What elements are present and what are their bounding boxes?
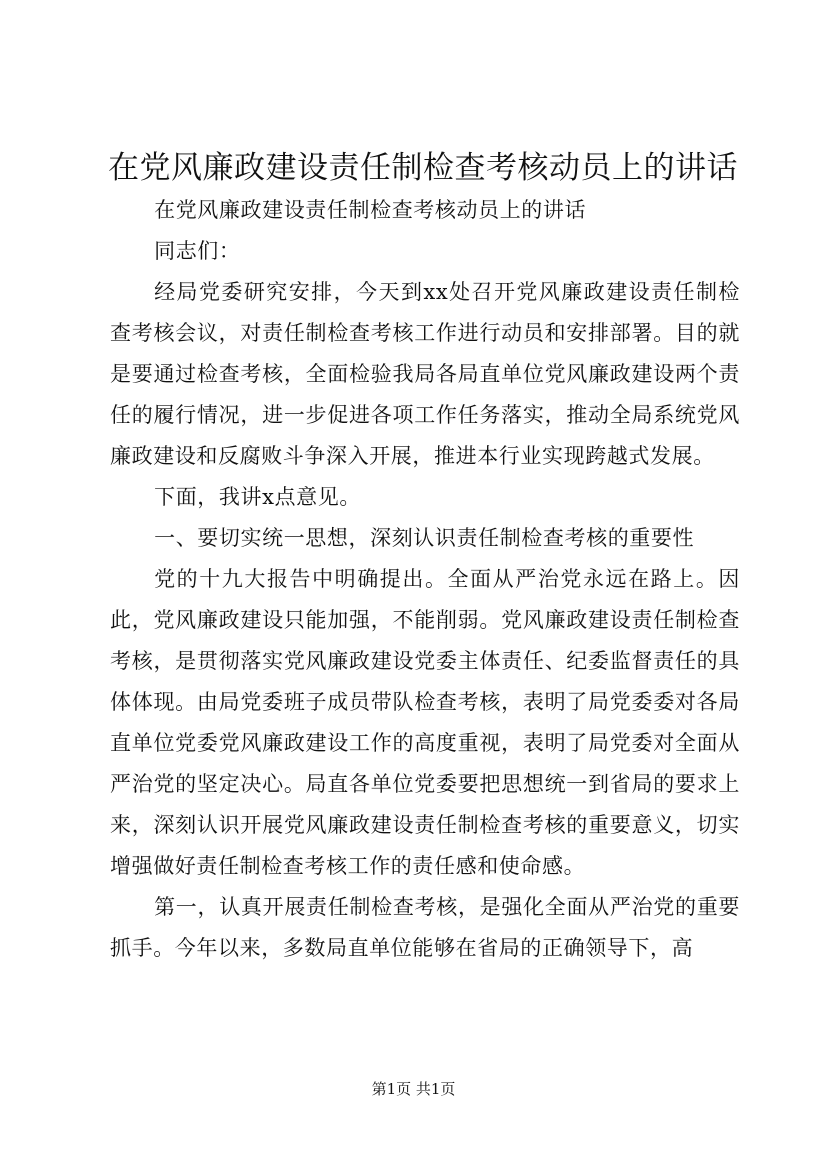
body-paragraph: 经局党委研究安排，今天到xx处召开党风廉政建设责任制检查考核会议，对责任制检查考核工作进行动员和安排部署。目的就是要通过检查考核，全面检验我局各局直单位党风廉政建设两个责任的履行情况，进一步促进各项工作任务落实，推动全局系统党风廉政建设和反腐败斗争深入开展，推进本行业实现跨越式发展。 [110,280,740,468]
body-paragraph: 下面，我讲x点意见。 [154,485,361,509]
body-paragraph: 党的十九大报告中明确提出。全面从严治党永远在路上。因此，党风廉政建设只能加强，不能削弱。党风廉政建设责任制检查考核，是贯彻落实党风廉政建设党委主体责任、纪委监督责任的具体体现。由局党委班子成员带队检查考核，表明了局党委委对各局直单位党委党风廉政建设工作的高度重视，表明了局党委对全面从严治党的坚定决心。局直各单位党委要把思想统一到省局的要求上来，深刻认识开展党风廉政建设责任制检查考核的重要意义，切实增强做好责任制检查考核工作的责任感和使命感。 [110,567,740,878]
document-title: 在党风廉政建设责任制检查考核动员上的讲话 [108,150,738,186]
salutation-paragraph: 同志们： [154,239,241,263]
page-number-footer: 第1页 共1页 [371,1080,456,1098]
subtitle-paragraph: 在党风廉政建设责任制检查考核动员上的讲话 [154,198,587,222]
document-body [110,190,740,969]
body-paragraph: 第一，认真开展责任制检查考核，是强化全面从严治党的重要抓手。今年以来，多数局直单位能够在省局的正确领导下，高 [110,895,740,960]
section-heading: 一、要切实统一思想，深刻认识责任制检查考核的重要性 [154,526,695,550]
